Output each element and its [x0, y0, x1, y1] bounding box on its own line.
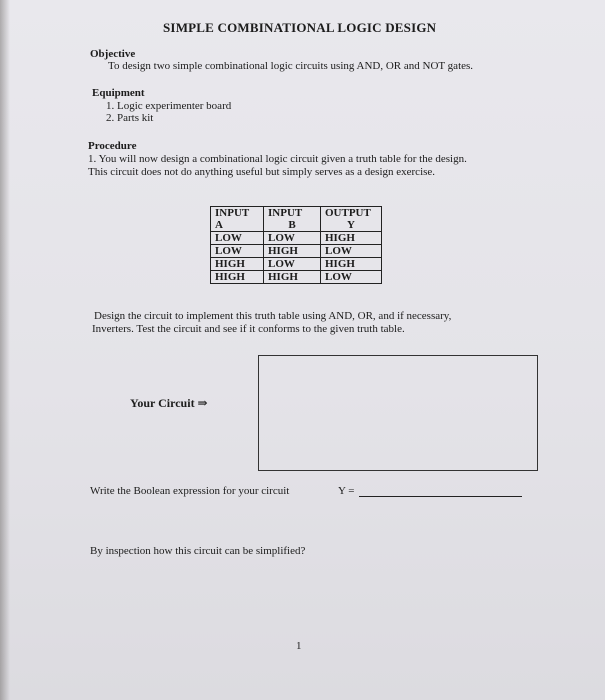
cell-y: HIGH — [321, 232, 382, 245]
cell-b: HIGH — [264, 245, 321, 258]
cell-b: LOW — [264, 232, 321, 245]
equipment-heading: Equipment — [92, 87, 145, 99]
header-output: OUTPUT — [321, 207, 382, 220]
procedure-line-1: 1. You will now design a combinational logic circuit given a truth table for the design. — [88, 153, 467, 165]
circuit-drawing-box[interactable] — [258, 355, 538, 471]
your-circuit-label: Your Circuit ⇒ — [130, 396, 208, 410]
table-row — [211, 258, 382, 271]
boolean-answer-line[interactable] — [359, 496, 522, 497]
boolean-prompt: Write the Boolean expression for your circuit — [90, 485, 290, 497]
equipment-item-2: 2. Parts kit — [106, 112, 154, 124]
cell-b: LOW — [264, 258, 321, 271]
objective-heading: Objective — [90, 48, 136, 60]
cell-a: HIGH — [211, 271, 264, 284]
page-title: SIMPLE COMBINATIONAL LOGIC DESIGN — [163, 20, 437, 35]
subheader-y: Y — [321, 219, 382, 232]
cell-a: HIGH — [211, 258, 264, 271]
cell-b: HIGH — [264, 271, 321, 284]
procedure-heading: Procedure — [88, 140, 137, 152]
truth-table-subheader-row — [211, 219, 382, 232]
page-shadow — [0, 0, 10, 700]
objective-text: To design two simple combinational logic circuits using AND, OR and NOT gates. — [108, 60, 474, 72]
procedure-line-2: This circuit does not do anything useful but simply serves as a design exercise. — [88, 166, 436, 178]
cell-y: LOW — [321, 271, 382, 284]
truth-table-header-row — [211, 207, 382, 220]
subheader-b: B — [264, 219, 321, 232]
page-number: 1 — [296, 640, 302, 652]
table-row — [211, 245, 382, 258]
equipment-item-1: 1. Logic experimenter board — [106, 100, 232, 112]
cell-a: LOW — [211, 245, 264, 258]
table-row — [211, 232, 382, 245]
design-line-2: Inverters. Test the circuit and see if it conforms to the given truth table. — [92, 323, 405, 335]
cell-y: LOW — [321, 245, 382, 258]
cell-y: HIGH — [321, 258, 382, 271]
subheader-a: A — [211, 219, 264, 232]
truth-table — [210, 206, 382, 284]
design-line-1: Design the circuit to implement this truth table using AND, OR, and if necessary, — [94, 310, 452, 322]
header-input-b: INPUT — [264, 207, 321, 220]
simplify-prompt: By inspection how this circuit can be simplified? — [90, 545, 306, 557]
header-input-a: INPUT — [211, 207, 264, 220]
cell-a: LOW — [211, 232, 264, 245]
boolean-answer-label: Y = — [338, 485, 355, 497]
table-row — [211, 271, 382, 284]
